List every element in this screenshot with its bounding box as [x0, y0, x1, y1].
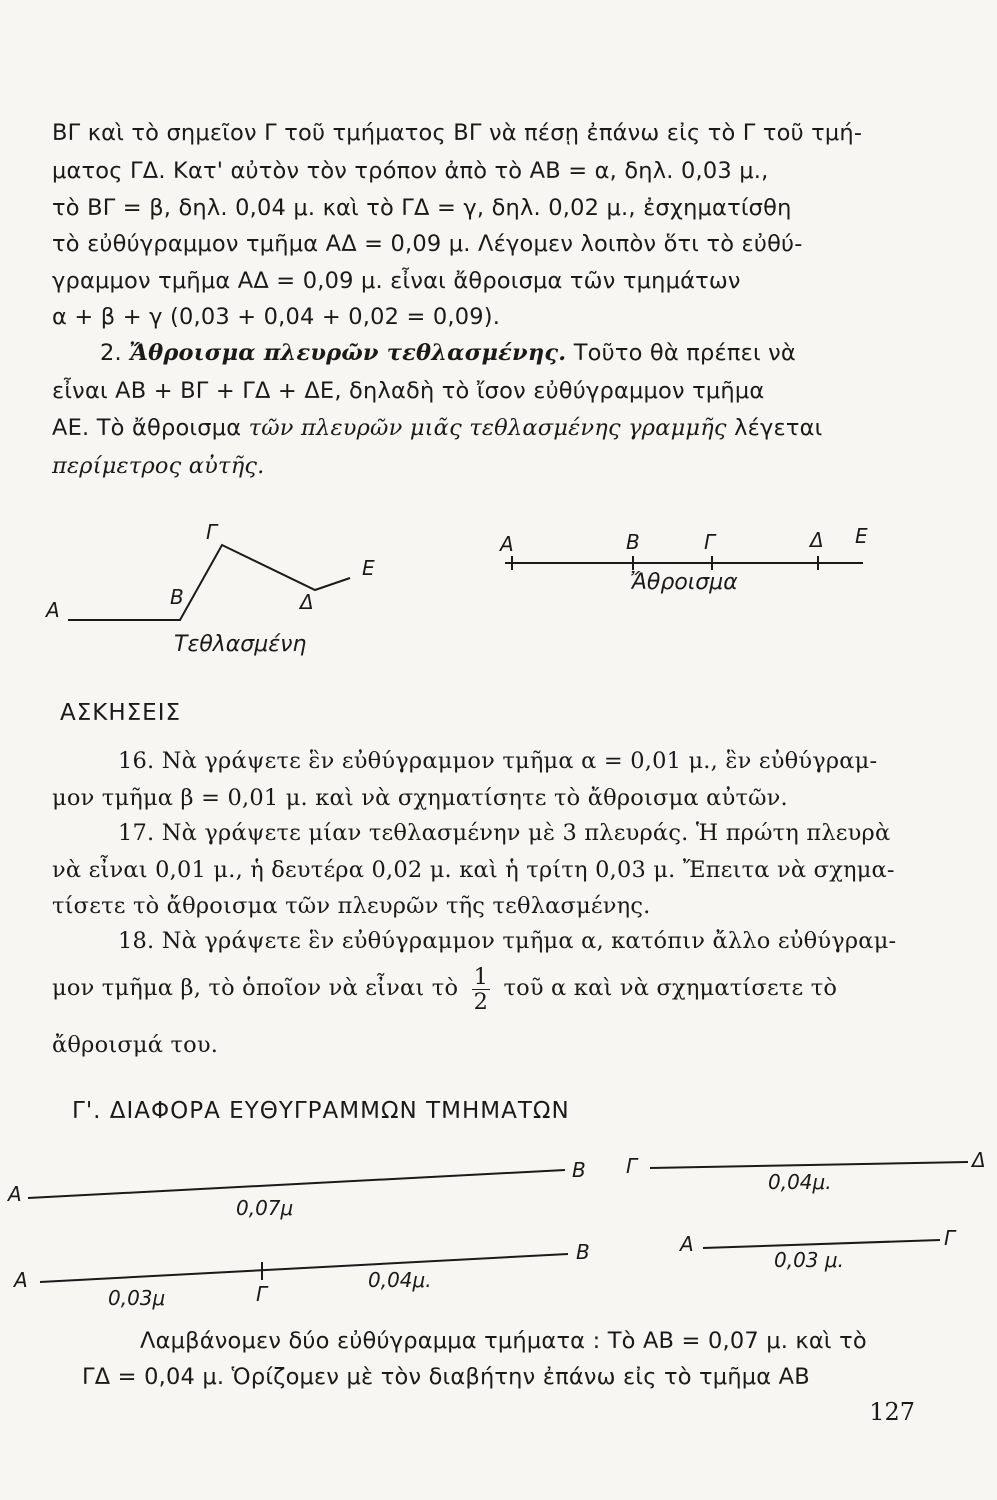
fig3-row2-len2: 0,04μ. — [368, 1268, 432, 1292]
ex18-line2-b: τοῦ α καὶ νὰ σχηματίσετε τὸ — [503, 975, 838, 1001]
ex18-line2-a: μον τμῆμα β, τὸ ὁποῖον νὰ εἶναι τὸ — [52, 975, 459, 1001]
fig1-label-b: B — [170, 585, 184, 609]
exercises-heading: ΑΣΚΗΣΕΙΣ — [60, 700, 182, 726]
fig2-label-g: Γ — [704, 530, 716, 554]
intro-line-3: τὸ ΒΓ = β, δηλ. 0,04 μ. καὶ τὸ ΓΔ = γ, δηλ. 0,02 μ., ἐσχηματίσθη — [52, 195, 792, 221]
fig3-row2-g: Γ — [256, 1282, 268, 1306]
fig3-row1-len: 0,07μ — [236, 1196, 294, 1220]
sec2-line-2: εἶναι ΑΒ + ΒΓ + ΓΔ + ΔΕ, δηλαδὴ τὸ ἴσον εὐθύγραμμον τμῆμα — [52, 378, 765, 404]
fig3-row1-a: A — [8, 1182, 22, 1206]
ex17-line-1: 17. Νὰ γράψετε μίαν τεθλασμένην μὲ 3 πλευράς. Ἡ πρώτη πλευρὰ — [118, 820, 891, 846]
fig2-caption: Ἄθροισμα — [630, 570, 738, 595]
sec2-line3-italic: τῶν πλευρῶν μιᾶς τεθλασμένης γραμμῆς — [248, 415, 727, 441]
fig3-row2-a: A — [14, 1268, 28, 1292]
intro-line-5: γραμμον τμῆμα ΑΔ = 0,09 μ. εἶναι ἄθροισμα τῶν τμημάτων — [52, 268, 741, 294]
fig2-label-d: Δ — [810, 528, 824, 552]
section-g-heading: Γ'. ΔΙΑΦΟΡΑ ΕΥΘΥΓΡΑΜΜΩΝ ΤΜΗΜΑΤΩΝ — [72, 1098, 570, 1124]
segment-ab — [28, 1170, 565, 1198]
intro-line-6: α + β + γ (0,03 + 0,04 + 0,02 = 0,09). — [52, 304, 501, 330]
segment-gd — [650, 1162, 968, 1168]
sec2-line3-a: ΑΕ. Τὸ ἄθροισμα — [52, 415, 242, 441]
closing-line-1: Λαμβάνομεν δύο εὐθύγραμμα τμήματα : Τὸ ΑΒ = 0,07 μ. καὶ τὸ — [140, 1328, 867, 1354]
segment-ab-2 — [40, 1254, 568, 1282]
fig3-ag-a: A — [680, 1232, 694, 1256]
page-number: 127 — [869, 1398, 915, 1426]
ex17-line-3: τίσετε τὸ ἄθροισμα τῶν πλευρῶν τῆς τεθλασμένης. — [52, 893, 651, 919]
fraction-denominator: 2 — [473, 988, 489, 1015]
ex18-line-2 — [52, 958, 912, 1018]
fig1-label-g: Γ — [206, 520, 218, 544]
sec2-title: Ἄθροισμα πλευρῶν τεθλασμένης. — [129, 340, 567, 366]
fig1-label-a: A — [46, 598, 60, 622]
fig3-row2-b: B — [576, 1240, 590, 1264]
intro-line-2: ματος ΓΔ. Κατ' αὐτὸν τὸν τρόπον ἀπὸ τὸ ΑΒ = α, δηλ. 0,03 μ., — [52, 158, 769, 184]
fig3-row2-len1: 0,03μ — [108, 1286, 166, 1310]
ex16-line-2: μον τμῆμα β = 0,01 μ. καὶ νὰ σχηματίσητε τὸ ἄθροισμα αὐτῶν. — [52, 785, 788, 811]
fraction-numerator: 1 — [473, 963, 489, 990]
sec2-line3-b: λέγεται — [734, 415, 823, 441]
segment-ag — [703, 1240, 940, 1248]
fig3-ag-len: 0,03 μ. — [774, 1248, 844, 1272]
fig1-label-d: Δ — [300, 590, 314, 614]
fig3-ag-g: Γ — [944, 1226, 956, 1250]
fig3-row1-b: B — [572, 1158, 586, 1182]
fig2-label-a: A — [500, 532, 514, 556]
ex18-line-1: 18. Νὰ γράψετε ἓν εὐθύγραμμον τμῆμα α, κατόπιν ἄλλο εὐθύγραμ- — [118, 928, 897, 954]
fig3-gd-d: Δ — [972, 1148, 986, 1172]
ex17-line-2: νὰ εἶναι 0,01 μ., ἡ δευτέρα 0,02 μ. καὶ ἡ τρίτη 0,03 μ. Ἔπειτα νὰ σχημα- — [52, 857, 895, 883]
fig1-label-e: E — [362, 556, 375, 580]
closing-line-2: ΓΔ = 0,04 μ. Ὁρίζομεν μὲ τὸν διαβήτην ἐπάνω εἰς τὸ τμῆμα ΑΒ — [82, 1364, 810, 1390]
fig2-label-e: E — [855, 524, 868, 548]
intro-line-1: ΒΓ καὶ τὸ σημεῖον Γ τοῦ τμήματος ΒΓ νὰ πέσῃ ἐπάνω εἰς τὸ Γ τοῦ τμή- — [52, 120, 863, 146]
ex16-line-1: 16. Νὰ γράψετε ἓν εὐθύγραμμον τμῆμα α = 0,01 μ., ἓν εὐθύγραμ- — [118, 748, 878, 774]
intro-line-4: τὸ εὐθύγραμμον τμῆμα ΑΔ = 0,09 μ. Λέγομεν λοιπὸν ὅτι τὸ εὐθύ- — [52, 231, 803, 257]
fig1-caption: Τεθλασμένη — [174, 632, 307, 657]
fig3-gd-len: 0,04μ. — [768, 1170, 832, 1194]
sec2-line1-rest: Τοῦτο θὰ πρέπει νὰ — [573, 340, 796, 366]
sec2-number: 2. — [100, 340, 122, 366]
ex18-line-3: ἄθροισμά του. — [52, 1032, 219, 1058]
fig2-label-b: B — [626, 530, 640, 554]
fig3-gd-g: Γ — [626, 1154, 638, 1178]
fraction-one-half — [472, 965, 491, 1014]
sec2-line-4: περίμετρος αὐτῆς. — [52, 453, 265, 479]
